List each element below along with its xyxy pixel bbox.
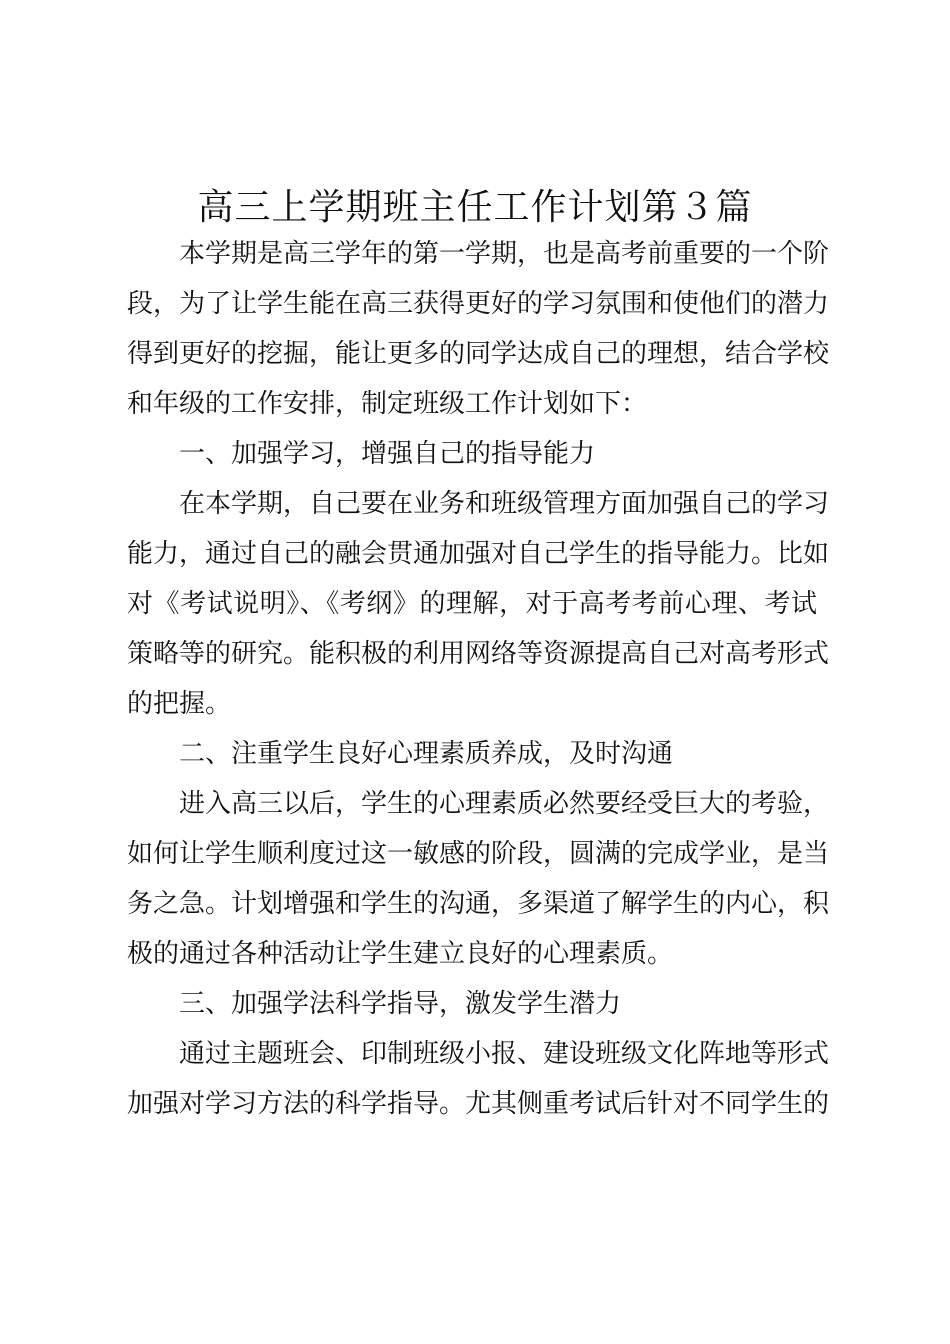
paragraph-line: 如何让学生顺利度过这一敏感的阶段，圆满的完成学业，是当: [127, 839, 830, 869]
document-title: 高三上学期班主任工作计划第３篇: [197, 187, 753, 228]
paragraph-line: 能力，通过自己的融会贯通加强对自己学生的指导能力。比如: [127, 539, 830, 569]
paragraph-line: 的把握。: [127, 689, 232, 719]
paragraph-line: 段，为了让学生能在高三获得更好的学习氛围和使他们的潜力: [127, 289, 830, 319]
paragraph-line: 加强对学习方法的科学指导。尤其侧重考试后针对不同学生的: [127, 1089, 830, 1119]
paragraph-line: 策略等的研究。能积极的利用网络等资源提高自己对高考形式: [127, 639, 830, 669]
paragraph-line: 通过主题班会、印制班级小报、建设班级文化阵地等形式: [179, 1039, 830, 1069]
paragraph-line: 在本学期，自己要在业务和班级管理方面加强自己的学习: [179, 489, 830, 519]
paragraph-line: 得到更好的挖掘，能让更多的同学达成自己的理想，结合学校: [127, 339, 830, 369]
paragraph-line: 本学期是高三学年的第一学期，也是高考前重要的一个阶: [179, 239, 830, 269]
paragraph-line: 务之急。计划增强和学生的沟通，多渠道了解学生的内心，积: [127, 889, 830, 919]
paragraph-line: 极的通过各种活动让学生建立良好的心理素质。: [127, 939, 674, 969]
paragraph-line: 进入高三以后，学生的心理素质必然要经受巨大的考验，: [179, 789, 830, 819]
paragraph-line: 对《考试说明》、《考纲》的理解，对于高考考前心理、考试: [127, 589, 817, 619]
section-heading: 二、注重学生良好心理素质养成，及时沟通: [179, 739, 674, 769]
paragraph-line: 和年级的工作安排，制定班级工作计划如下：: [127, 389, 648, 419]
section-heading: 三、加强学法科学指导，激发学生潜力: [179, 989, 622, 1019]
section-heading: 一、加强学习，增强自己的指导能力: [179, 439, 596, 469]
